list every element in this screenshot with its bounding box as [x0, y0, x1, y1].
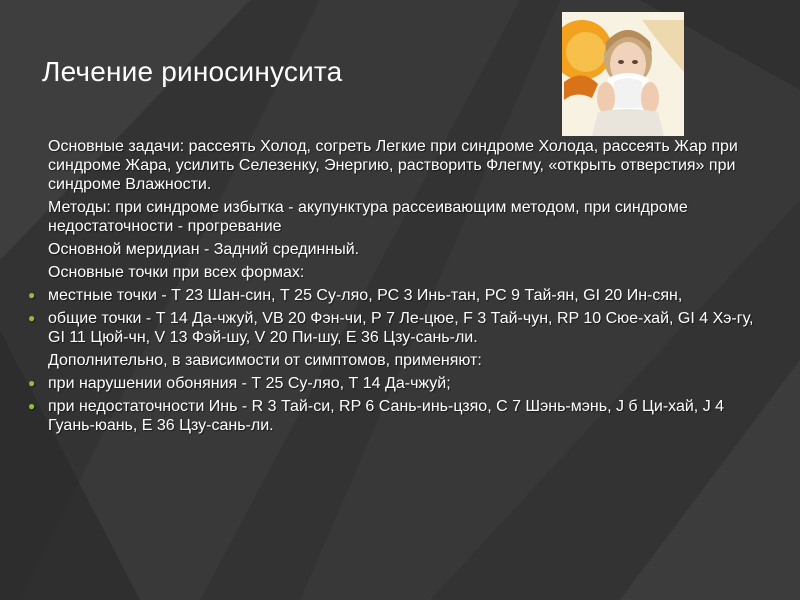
bullet-local-points — [28, 286, 768, 305]
paragraph-text: Методы: при синдроме избытка - акупунктура рассеивающим методом, при синдроме недостаточности - прогревание — [48, 199, 688, 235]
photo-illustration — [562, 12, 684, 136]
bullet-text: местные точки - Т 23 Шан-син, Т 25 Су-ляо, РС 3 Инь-тан, РС 9 Тай-ян, GI 20 Ин-сян, — [48, 287, 683, 304]
paragraph-text: Основные точки при всех формах: — [48, 264, 305, 281]
paragraph-points-heading — [28, 263, 768, 282]
paragraph-additional — [28, 351, 768, 370]
bullet-dot-icon — [28, 287, 35, 304]
paragraph-text: Дополнительно, в зависимости от симптомов, применяют: — [48, 352, 482, 369]
bullet-text: при недостаточности Инь - R 3 Тай-си, RP 6 Сань-инь-цзяо, С 7 Шэнь-мэнь, J б Ци-хай, J 4 Гуань-юань, Е 36 Цзу-сань-ли. — [48, 398, 725, 434]
bullet-yin-deficiency — [28, 397, 768, 435]
bullet-dot-icon — [28, 310, 35, 327]
slide-body — [28, 137, 768, 439]
woman-with-tissue-photo — [562, 12, 684, 136]
paragraph-text: Основные задачи: рассеять Холод, согреть Легкие при синдроме Холода, рассеять Жар при синдроме Жара, усилить Селезенку, Энергию, растворить Флегму, «открыть отверстия» при синдроме Влажности. — [48, 138, 738, 193]
paragraph-text: Основной меридиан - Задний срединный. — [48, 241, 360, 258]
bullet-smell-disorder — [28, 374, 768, 393]
paragraph-methods — [28, 198, 768, 236]
slide-title: Лечение риносинусита — [42, 56, 343, 87]
bullet-general-points — [28, 309, 768, 347]
paragraph-tasks — [28, 137, 768, 194]
bullet-text: при нарушении обоняния - Т 25 Су-ляо, Т 14 Да-чжуй; — [48, 375, 451, 392]
paragraph-meridian — [28, 240, 768, 259]
bullet-dot-icon — [28, 398, 35, 415]
bullet-text: общие точки - Т 14 Да-чжуй, VB 20 Фэн-чи, Р 7 Ле-цюе, F 3 Тай-чун, RP 10 Сюе-хай, GI 4 Хэ-гу, GI 11 Цюй-чн, V 13 Фэй-шу, V 20 Пи-шу, Е 36 Цзу-сань-ли. — [48, 310, 754, 346]
bullet-dot-icon — [28, 375, 35, 392]
